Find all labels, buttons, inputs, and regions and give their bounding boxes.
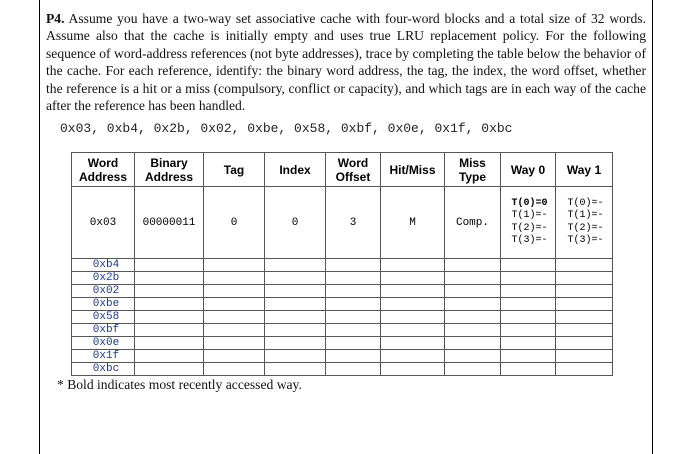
table-row bbox=[72, 324, 613, 337]
header-way0: Way 0 bbox=[501, 153, 556, 187]
cell-way1 bbox=[556, 259, 613, 272]
cell-index bbox=[265, 324, 326, 337]
cell-index bbox=[265, 311, 326, 324]
cell-index bbox=[265, 259, 326, 272]
header-binary-address: Binary Address bbox=[135, 153, 204, 187]
header-hit-miss: Hit/Miss bbox=[381, 153, 445, 187]
cell-binary-address: 00000011 bbox=[135, 187, 204, 259]
cell-miss-type bbox=[445, 285, 501, 298]
cell-miss-type bbox=[445, 324, 501, 337]
way0-set3: T(3)=- bbox=[511, 235, 548, 246]
problem-text: Assume you have a two-way set associative cache with four-word blocks and a total size of 32 words. Assume also that the cache is initially empty and uses true LRU replacement policy. For the following sequence of word-address references (not byte addresses), trace by completing the table below the behavior of the cache. For each reference, identify: the binary word address, the tag, the index, the word offset, whether the reference is a hit or a miss (compulsory, conflict or capacity), and which tags are in each way of the cache after the reference has been handled. bbox=[46, 11, 646, 114]
header-index: Index bbox=[265, 153, 326, 187]
cell-hit-miss bbox=[381, 285, 445, 298]
cell-hit-miss bbox=[381, 311, 445, 324]
cell-way0 bbox=[501, 324, 556, 337]
cell-way1 bbox=[556, 324, 613, 337]
table-row bbox=[72, 298, 613, 311]
cell-binary-address bbox=[135, 259, 204, 272]
cell-word-address: 0x03 bbox=[72, 187, 135, 259]
cell-way1 bbox=[556, 187, 613, 259]
way0-set1: T(1)=- bbox=[511, 210, 548, 221]
cell-tag bbox=[204, 259, 265, 272]
cell-way1 bbox=[556, 337, 613, 350]
cell-miss-type: Comp. bbox=[445, 187, 501, 259]
cell-tag bbox=[204, 285, 265, 298]
table-row bbox=[72, 363, 613, 376]
cell-word-address: 0xbf bbox=[72, 324, 135, 337]
cell-word-address: 0x1f bbox=[72, 350, 135, 363]
table-row bbox=[72, 272, 613, 285]
cell-binary-address bbox=[135, 272, 204, 285]
table-row bbox=[72, 259, 613, 272]
cell-word-offset: 3 bbox=[326, 187, 381, 259]
cell-index bbox=[265, 285, 326, 298]
cell-word-address: 0xbe bbox=[72, 298, 135, 311]
header-word-offset: Word Offset bbox=[326, 153, 381, 187]
table-row bbox=[72, 337, 613, 350]
table-row bbox=[72, 187, 613, 259]
cell-way0 bbox=[501, 259, 556, 272]
cell-hit-miss bbox=[381, 363, 445, 376]
cell-way0 bbox=[501, 363, 556, 376]
cell-tag bbox=[204, 324, 265, 337]
cell-miss-type bbox=[445, 350, 501, 363]
cell-way1 bbox=[556, 363, 613, 376]
header-tag: Tag bbox=[204, 153, 265, 187]
cell-word-offset bbox=[326, 337, 381, 350]
cell-binary-address bbox=[135, 350, 204, 363]
cell-tag bbox=[204, 272, 265, 285]
cell-tag bbox=[204, 311, 265, 324]
header-way1: Way 1 bbox=[556, 153, 613, 187]
cell-word-offset bbox=[326, 285, 381, 298]
cell-index bbox=[265, 272, 326, 285]
cell-index bbox=[265, 298, 326, 311]
cache-trace-table bbox=[71, 152, 613, 376]
cell-word-offset bbox=[326, 272, 381, 285]
cell-word-address: 0x2b bbox=[72, 272, 135, 285]
cell-tag: 0 bbox=[204, 187, 265, 259]
cell-miss-type bbox=[445, 337, 501, 350]
header-row bbox=[72, 153, 613, 187]
cell-tag bbox=[204, 363, 265, 376]
cell-tag bbox=[204, 337, 265, 350]
way1-set1: T(1)=- bbox=[567, 210, 604, 221]
cell-way0 bbox=[501, 311, 556, 324]
table-row bbox=[72, 285, 613, 298]
way1-set0: T(0)=- bbox=[567, 197, 604, 209]
cell-binary-address bbox=[135, 311, 204, 324]
cell-way1 bbox=[556, 272, 613, 285]
cell-binary-address bbox=[135, 298, 204, 311]
cell-hit-miss bbox=[381, 337, 445, 350]
cell-hit-miss bbox=[381, 259, 445, 272]
table-row bbox=[72, 350, 613, 363]
cell-word-offset bbox=[326, 311, 381, 324]
cell-way1 bbox=[556, 350, 613, 363]
cell-way0 bbox=[501, 187, 556, 259]
header-word-address: Word Address bbox=[72, 153, 135, 187]
problem-label: P4. bbox=[46, 11, 65, 26]
way1-set2: T(2)=- bbox=[567, 222, 604, 234]
cell-index: 0 bbox=[265, 187, 326, 259]
cell-word-offset bbox=[326, 363, 381, 376]
cell-miss-type bbox=[445, 259, 501, 272]
cell-way0 bbox=[501, 298, 556, 311]
cell-way0 bbox=[501, 272, 556, 285]
cell-way1 bbox=[556, 285, 613, 298]
cell-word-offset bbox=[326, 298, 381, 311]
cell-hit-miss bbox=[381, 350, 445, 363]
cell-word-offset bbox=[326, 350, 381, 363]
header-miss-type: Miss Type bbox=[445, 153, 501, 187]
cell-miss-type bbox=[445, 363, 501, 376]
cell-way1 bbox=[556, 311, 613, 324]
cell-index bbox=[265, 363, 326, 376]
cell-way0 bbox=[501, 350, 556, 363]
address-sequence: 0x03, 0xb4, 0x2b, 0x02, 0xbe, 0x58, 0xbf, 0x0e, 0x1f, 0xbc bbox=[60, 121, 513, 136]
cell-word-address: 0xbc bbox=[72, 363, 135, 376]
cell-way0 bbox=[501, 337, 556, 350]
way0-set2: T(2)=- bbox=[511, 222, 548, 234]
way1-set3: T(3)=- bbox=[567, 235, 604, 246]
cell-hit-miss bbox=[381, 298, 445, 311]
cell-index bbox=[265, 337, 326, 350]
cell-index bbox=[265, 350, 326, 363]
cell-miss-type bbox=[445, 311, 501, 324]
cell-way1 bbox=[556, 298, 613, 311]
cell-miss-type bbox=[445, 298, 501, 311]
problem-statement bbox=[46, 10, 646, 114]
table-row bbox=[72, 311, 613, 324]
cell-way0 bbox=[501, 285, 556, 298]
cell-word-address: 0x02 bbox=[72, 285, 135, 298]
cell-hit-miss bbox=[381, 272, 445, 285]
cell-tag bbox=[204, 350, 265, 363]
cell-word-address: 0x58 bbox=[72, 311, 135, 324]
cell-binary-address bbox=[135, 337, 204, 350]
cell-binary-address bbox=[135, 285, 204, 298]
way0-set0: T(0)=0 bbox=[511, 197, 548, 209]
footnote: * Bold indicates most recently accessed way. bbox=[57, 377, 302, 392]
cell-word-offset bbox=[326, 259, 381, 272]
cell-miss-type bbox=[445, 272, 501, 285]
cell-binary-address bbox=[135, 363, 204, 376]
cell-word-address: 0xb4 bbox=[72, 259, 135, 272]
cell-hit-miss: M bbox=[381, 187, 445, 259]
cell-tag bbox=[204, 298, 265, 311]
cell-binary-address bbox=[135, 324, 204, 337]
cell-hit-miss bbox=[381, 324, 445, 337]
cell-word-offset bbox=[326, 324, 381, 337]
cell-word-address: 0x0e bbox=[72, 337, 135, 350]
